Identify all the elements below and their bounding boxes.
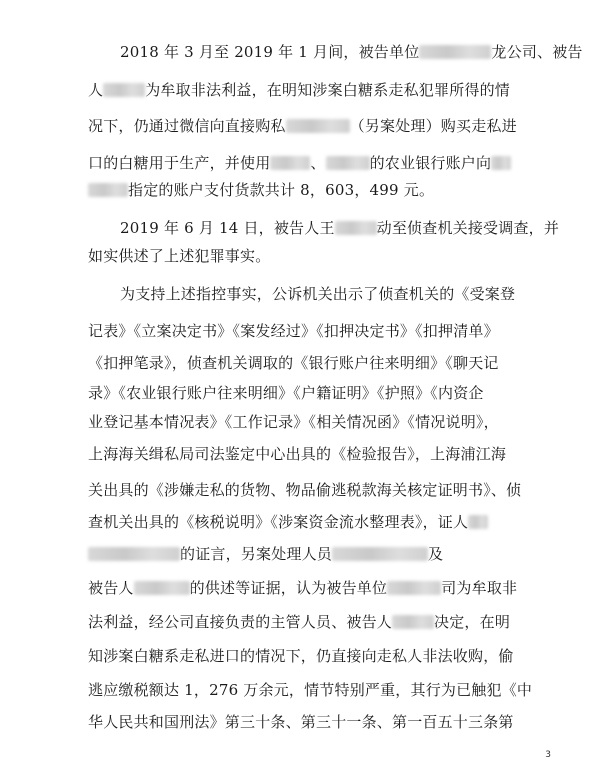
text-segment: 法利益，经公司直接负责的主管人员、被告人	[88, 613, 393, 631]
text-segment: 决定，在明	[434, 613, 511, 631]
text-line	[88, 680, 533, 700]
text-segment: 录》《农业银行账户往来明细》《户籍证明》《护照》《内资企	[88, 384, 484, 402]
redaction-blur	[335, 221, 377, 235]
text-segment: 2018 年 3 月至 2019 年 1 月间，被告单位	[120, 43, 420, 61]
redaction-blur	[332, 547, 428, 561]
text-line	[120, 42, 583, 62]
text-segment: 如实供述了上述犯罪事实。	[88, 247, 271, 265]
text-line	[88, 512, 508, 532]
text-segment: 2019 年 6 月 14 日，被告人王	[120, 219, 335, 237]
text-line	[120, 218, 560, 238]
text-segment: 为支持上述指控事实，公诉机关出示了侦查机关的《受案登	[120, 285, 516, 303]
text-segment: （另案处理）购买走私进	[349, 117, 517, 135]
text-segment: 关出具的《涉嫌走私的货物、物品偷逃税款海关核定证明书》、侦	[88, 481, 522, 499]
text-line	[88, 246, 508, 266]
redaction-blur	[392, 615, 434, 629]
text-line	[88, 646, 514, 666]
text-line	[88, 116, 517, 136]
redaction-blur	[286, 119, 350, 133]
text-segment: 逃应缴税额达 1，276 万余元，情节特别严重，其行为已触犯《中	[88, 681, 533, 699]
redaction-blur	[88, 547, 180, 561]
text-segment: 指定的账户支付货款共计 8，603，499 元。	[128, 181, 435, 199]
text-line	[88, 444, 508, 464]
text-line	[88, 578, 518, 598]
text-segment: 华人民共和国刑法》第三十条、第三十一条、第一百五十三条第	[88, 713, 514, 731]
text-segment: 查机关出具的《核税说明》《涉案资金流水整理表》，证人	[88, 513, 469, 531]
text-line	[88, 612, 511, 632]
text-segment: 、	[310, 154, 326, 172]
text-segment: 上海海关缉私局司法鉴定中心出具的《检验报告》，上海浦江海	[88, 445, 507, 463]
text-segment: 的证言，另案处理人员	[180, 545, 333, 563]
text-segment: 的供述等证据，认为被告单位	[189, 579, 388, 597]
text-line	[88, 321, 508, 341]
text-line	[120, 284, 516, 304]
text-segment: 的农业银行账户向	[369, 154, 492, 172]
redaction-blur	[326, 156, 370, 170]
text-line	[88, 353, 508, 373]
text-line	[88, 383, 508, 403]
text-segment: 为牟取非法利益，在明知涉案白糖系走私犯罪所得的情	[145, 81, 511, 99]
redaction-blur	[88, 183, 128, 197]
text-segment: 及	[428, 545, 444, 563]
redaction-blur	[491, 156, 511, 170]
text-segment: 人	[88, 81, 104, 99]
text-line	[88, 153, 508, 173]
text-segment: 司为牟取非	[441, 579, 518, 597]
text-line	[88, 80, 511, 100]
text-segment: 业登记基本情况表》《工作记录》《相关情况函》《情况说明》，	[88, 413, 499, 431]
redaction-blur	[419, 45, 491, 59]
redaction-blur	[134, 581, 190, 595]
text-line	[88, 412, 508, 432]
text-line	[88, 480, 522, 500]
page-number: 3	[545, 750, 551, 760]
text-segment: 知涉案白糖系走私进口的情况下，仍直接向走私人非法收购，偷	[88, 647, 514, 665]
text-segment: 记表》《立案决定书》《案发经过》《扣押决定书》《扣押清单》	[88, 322, 499, 340]
text-segment: 被告人	[88, 579, 134, 597]
text-segment: 动至侦查机关接受调查，并	[376, 219, 560, 237]
redaction-blur	[103, 83, 145, 97]
text-segment: 口的白糖用于生产，并使用	[88, 154, 271, 172]
redaction-blur	[270, 156, 310, 170]
text-segment: 《扣押笔录》，侦查机关调取的《银行账户往来明细》《聊天记	[88, 354, 499, 372]
text-segment: 龙公司、被告	[491, 43, 583, 61]
redaction-blur	[468, 515, 488, 529]
text-line	[88, 544, 508, 564]
redaction-blur	[387, 581, 441, 595]
text-line	[88, 712, 514, 732]
text-line	[88, 180, 508, 200]
text-segment: 况下，仍通过微信向直接购私	[88, 117, 286, 135]
